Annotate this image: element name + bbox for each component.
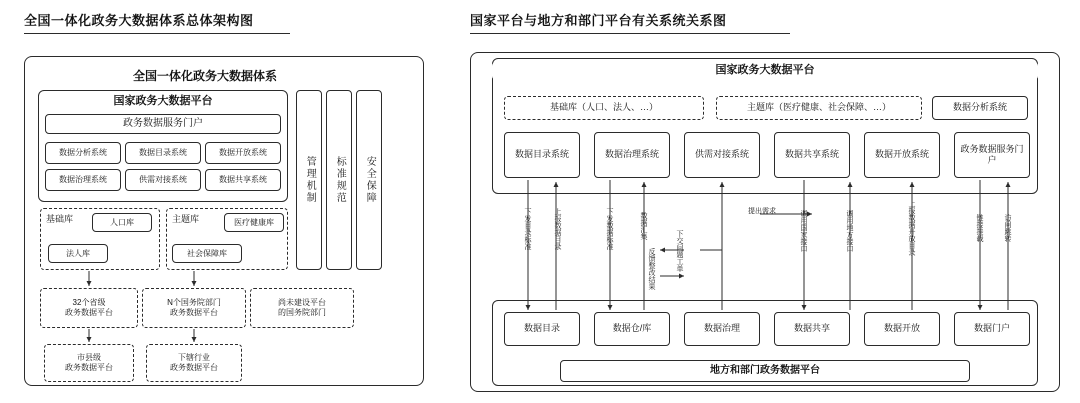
right-analysis-system[interactable]: 数据分析系统	[932, 96, 1028, 120]
arrow-label-2: 下发数据标准	[606, 208, 613, 250]
arrow-label-6: 提出需求	[748, 208, 776, 215]
right-system-open[interactable]: 数据开放系统	[864, 132, 940, 178]
system-supply-demand[interactable]: 供需对接系统	[125, 169, 201, 191]
left-panel-title-text: 全国一体化政务大数据体系总体架构图	[24, 13, 254, 28]
local-warehouse[interactable]: 数据仓/库	[594, 312, 670, 346]
social-security-library[interactable]: 社会保障库	[172, 244, 242, 263]
city-line2: 政务数据平台	[65, 363, 113, 372]
health-library[interactable]: 医疗健康库	[224, 213, 284, 232]
provincial-platform[interactable]	[40, 288, 138, 328]
industry-platform[interactable]	[146, 344, 242, 382]
right-panel-title-text: 国家平台与地方和部门平台有关系统关系图	[470, 13, 727, 28]
local-share[interactable]: 数据共享	[774, 312, 850, 346]
pillar-security: 安全保障	[356, 90, 382, 270]
ministry-platform[interactable]	[142, 288, 246, 328]
right-panel-title	[470, 10, 810, 34]
ministry-line2: 政务数据平台	[170, 308, 218, 317]
city-county-platform[interactable]	[44, 344, 134, 382]
arrow-label-5: 反馈整改结果	[648, 248, 655, 290]
legal-entity-library[interactable]: 法人库	[48, 244, 108, 263]
arrow-label-9: 上报数据开放目录	[908, 200, 915, 256]
local-governance[interactable]: 数据治理	[684, 312, 760, 346]
local-catalog[interactable]: 数据目录	[504, 312, 580, 346]
arrow-label-4: 下交问题工单	[676, 230, 683, 272]
arrow-label-10: 链接挂载	[976, 214, 983, 242]
theme-library-title: 主题库	[170, 212, 222, 228]
ministry-line1: N个国务院部门	[167, 298, 221, 307]
arrow-label-3: 数据汇集	[640, 212, 647, 240]
right-system-catalog[interactable]: 数据目录系统	[504, 132, 580, 178]
city-line1: 市县级	[77, 353, 101, 362]
industry-line2: 政务数据平台	[170, 363, 218, 372]
base-library-title: 基础库	[44, 212, 96, 228]
national-platform-heading: 国家政务大数据平台	[492, 62, 1038, 80]
pending-line2: 的国务院部门	[278, 308, 326, 317]
arrow-label-1: 上报数据目录	[554, 208, 561, 250]
right-base-library[interactable]: 基础库（人口、法人、…）	[504, 96, 704, 120]
local-portal[interactable]: 数据门户	[954, 312, 1030, 346]
data-service-portal[interactable]: 政务数据服务门户	[45, 114, 281, 134]
system-governance[interactable]: 数据治理系统	[45, 169, 121, 191]
system-open[interactable]: 数据开放系统	[205, 142, 281, 164]
system-catalog[interactable]: 数据目录系统	[125, 142, 201, 164]
national-platform-title: 国家政务大数据平台	[40, 93, 286, 111]
pending-ministry-platform[interactable]	[250, 288, 354, 328]
industry-line1: 下辖行业	[178, 353, 210, 362]
system-analysis[interactable]: 数据分析系统	[45, 142, 121, 164]
right-system-governance[interactable]: 数据治理系统	[594, 132, 670, 178]
local-open[interactable]: 数据开放	[864, 312, 940, 346]
arrow-label-11: 访问跳转	[1004, 214, 1011, 242]
system-share[interactable]: 数据共享系统	[205, 169, 281, 191]
right-title-rule	[470, 33, 790, 34]
pillar-standards: 标准规范	[326, 90, 352, 270]
left-title-rule	[24, 33, 290, 34]
right-theme-library[interactable]: 主题库（医疗健康、社会保障、…）	[716, 96, 922, 120]
right-system-supply-demand[interactable]: 供需对接系统	[684, 132, 760, 178]
arrow-label-8: 调用地方接口	[846, 210, 853, 252]
left-panel-title	[24, 10, 314, 34]
local-platform-label: 地方和部门政务数据平台	[560, 360, 970, 382]
right-system-share[interactable]: 数据共享系统	[774, 132, 850, 178]
arrow-label-7: 调用国家接口	[800, 210, 807, 252]
arrow-label-0: 下发目录标准	[524, 208, 531, 250]
provincial-line1: 32个省级	[72, 298, 106, 307]
right-system-portal[interactable]: 政务数据服务门户	[954, 132, 1030, 178]
population-library[interactable]: 人口库	[92, 213, 152, 232]
pillar-management: 管理机制	[296, 90, 322, 270]
left-heading: 全国一体化政务大数据体系	[40, 66, 370, 86]
pending-line1: 尚未建设平台	[278, 298, 326, 307]
provincial-line2: 政务数据平台	[65, 308, 113, 317]
